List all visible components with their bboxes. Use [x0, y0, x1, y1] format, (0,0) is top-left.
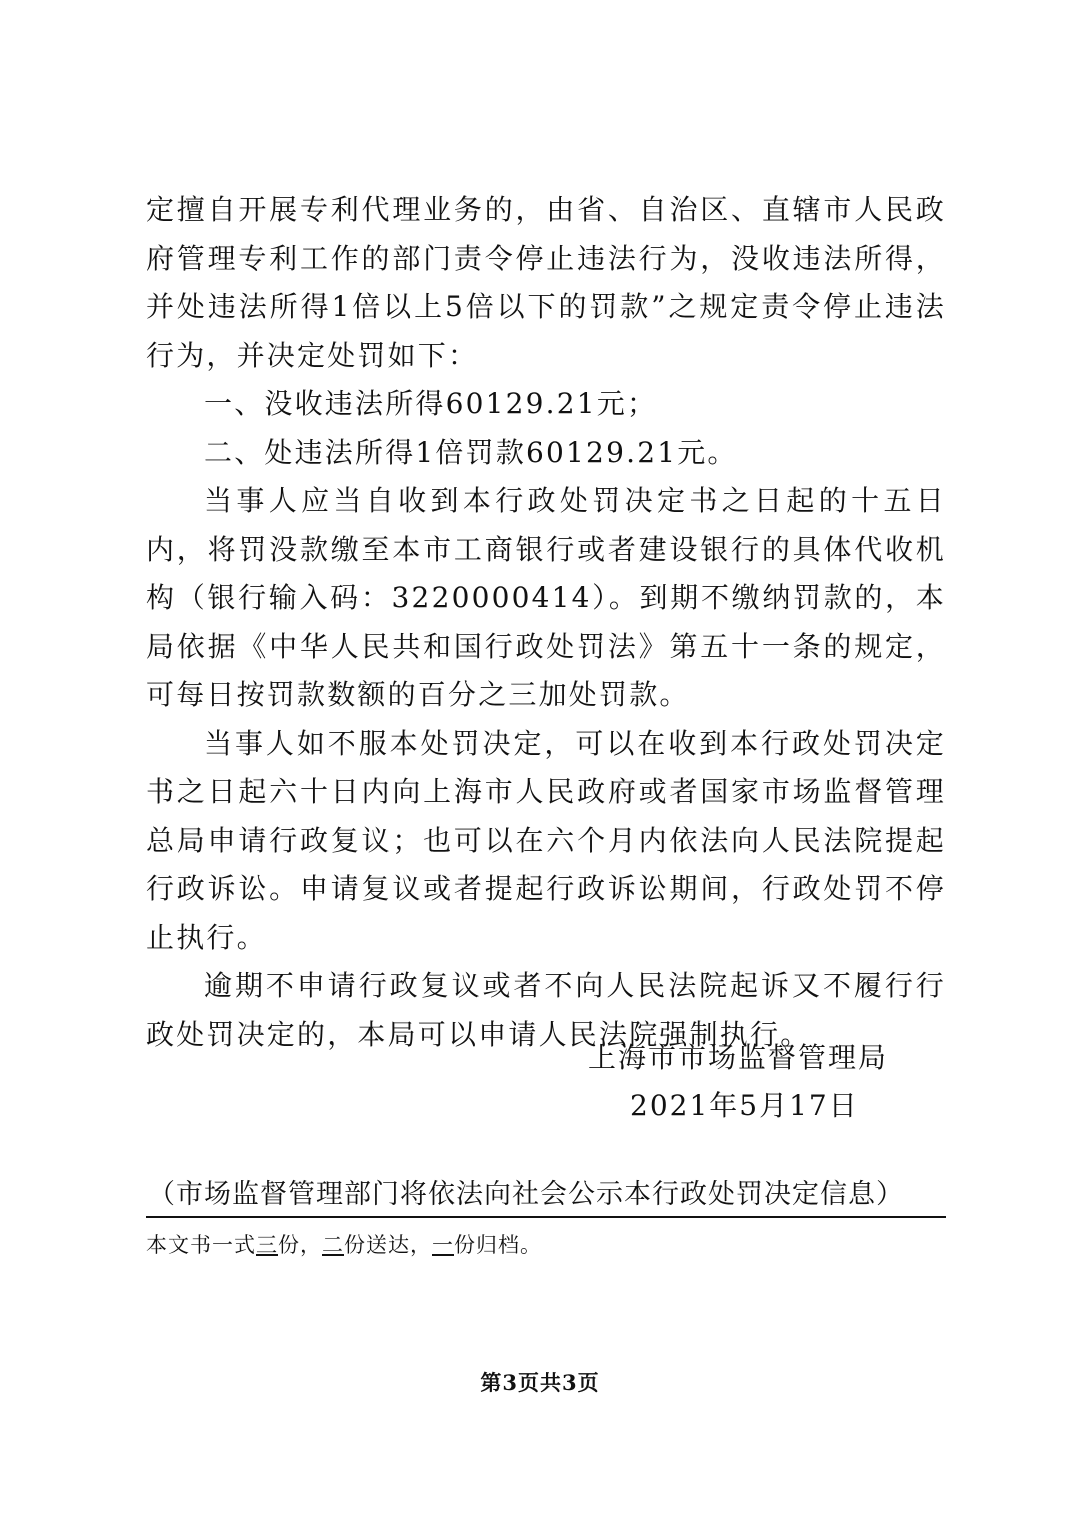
penalty-item-confiscation: 一、没收违法所得60129.21元；	[204, 387, 658, 420]
copies-count-delivered: 二	[322, 1233, 344, 1257]
publicity-notice: （市场监督管理部门将依法向社会公示本行政处罚决定信息）	[148, 1179, 904, 1210]
page-number: 第3页共3页	[480, 1370, 600, 1395]
copies-count-total: 三	[256, 1233, 278, 1257]
copies-text-3: 份送达，	[344, 1233, 432, 1257]
copies-text-2: 份，	[278, 1233, 322, 1257]
paragraph-payment-instructions: 当事人应当自收到本行政处罚决定书之日起的十五日内，将罚没款缴至本市工商银行或者建设银行的具体代收机构（银行输入码：3220000414）。到期不缴纳罚款的，本局依据《中华人民共和国行政处罚法》第五十一条的规定，可每日按罚款数额的百分之三加处罚款。	[146, 484, 946, 711]
penalty-item-fine: 二、处违法所得1倍罚款60129.21元。	[204, 435, 738, 469]
paragraph-legal-basis: 定擅自开展专利代理业务的，由省、自治区、直辖市人民政府管理专利工作的部门责令停止违法行为，没收违法所得，并处违法所得1倍以上5倍以下的罚款”之规定责令停止违法行为，并决定处罚如下：	[146, 193, 946, 372]
paragraph-appeal-rights: 当事人如不服本处罚决定，可以在收到本行政处罚决定书之日起六十日内向上海市人民政府或者国家市场监督管理总局申请行政复议；也可以在六个月内依法向人民法院提起行政诉讼。申请复议或者提起行政诉讼期间，行政处罚不停止执行。	[146, 726, 946, 954]
copies-text-1: 本文书一式	[146, 1233, 256, 1257]
divider-line	[146, 1216, 946, 1218]
issuing-authority: 上海市市场监督管理局	[588, 1041, 889, 1074]
copies-note	[146, 1228, 542, 1262]
decision-body	[146, 186, 946, 1059]
copies-text-4: 份归档。	[454, 1233, 542, 1257]
issue-date: 2021年5月17日	[630, 1089, 859, 1122]
copies-count-archived: 一	[432, 1233, 454, 1257]
paragraph-enforcement: 逾期不申请行政复议或者不向人民法院起诉又不履行行政处罚决定的，本局可以申请人民法院强制执行。	[146, 969, 946, 1051]
